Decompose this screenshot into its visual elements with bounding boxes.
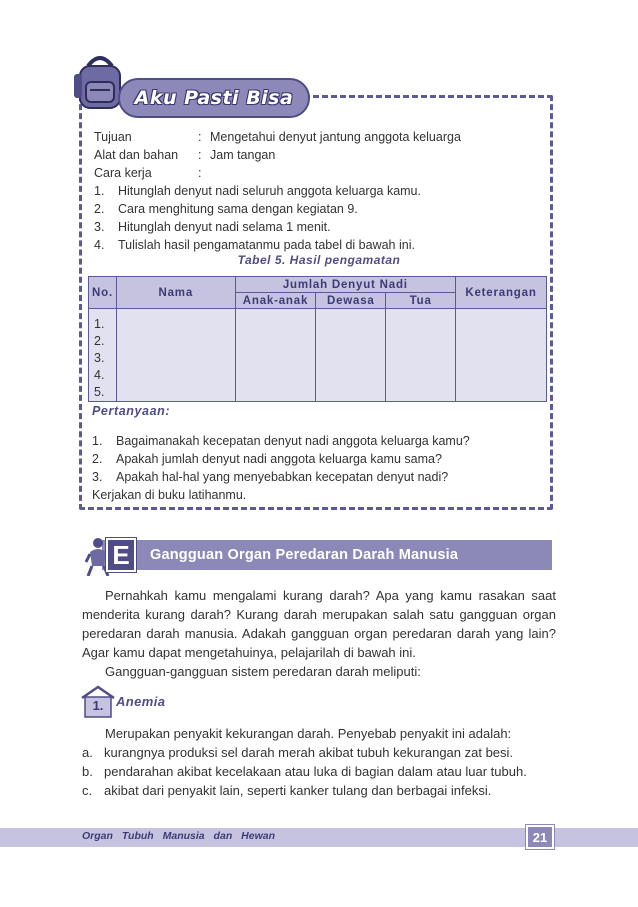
header-anak: Anak-anak (235, 293, 316, 309)
row-number: 3. (94, 351, 105, 365)
step-text: Hitunglah denyut nadi selama 1 menit. (118, 220, 331, 234)
info-colon: : (198, 130, 202, 144)
closing-line (92, 486, 470, 504)
step-text: Tulislah hasil pengamatanmu pada tabel di bawah ini. (118, 238, 415, 252)
subsection-number: 1. (92, 698, 104, 713)
tua-cell (386, 309, 456, 402)
header-jumlah: Jumlah Denyut Nadi (235, 277, 455, 293)
cause-text: akibat dari penyakit lain, seperti kanker tulang dan berbagai infeksi. (104, 783, 492, 798)
questions-title: Pertanyaan: (92, 404, 171, 418)
anemia-intro: Merupakan penyakit kekurangan darah. Penyebab penyakit ini adalah: (105, 726, 512, 741)
subsection-title: Anemia (116, 694, 166, 709)
info-row-alat (94, 146, 461, 164)
activity-title: Aku Pasti Bisa (134, 87, 294, 109)
cause-item (82, 743, 556, 762)
section-header-bar (102, 540, 552, 570)
question-number: 2. (92, 452, 103, 466)
info-colon: : (198, 148, 202, 162)
question-number: 3. (92, 470, 103, 484)
row-number: 1. (94, 317, 105, 331)
info-value: Jam tangan (210, 148, 276, 162)
step-item (94, 200, 421, 218)
anak-cell (235, 309, 316, 402)
question-text: Apakah hal-hal yang menyebabkan kecepatan denyut nadi? (116, 470, 449, 484)
step-number: 2. (94, 202, 105, 216)
row-number: 2. (94, 334, 105, 348)
procedure-steps (94, 182, 421, 254)
info-label: Tujuan (94, 130, 132, 144)
keterangan-cell (456, 309, 547, 402)
table-caption: Tabel 5. Hasil pengamatan (237, 253, 401, 267)
question-item (92, 468, 470, 486)
question-item (92, 450, 470, 468)
activity-info (94, 128, 461, 182)
info-colon: : (198, 166, 202, 180)
cause-letter: c. (82, 783, 93, 798)
header-nama: Nama (116, 277, 235, 309)
row-numbers-cell (89, 309, 117, 402)
cause-text: kurangnya produksi sel darah merah akibat tubuh kekurangan zat besi. (104, 745, 514, 760)
question-text: Bagaimanakah kecepatan denyut nadi anggota keluarga kamu? (116, 434, 470, 448)
anemia-content (82, 724, 556, 800)
header-tua: Tua (386, 293, 456, 309)
header-dewasa: Dewasa (316, 293, 386, 309)
footer-book-title: Organ Tubuh Manusia dan Hewan (82, 830, 275, 842)
step-text: Cara menghitung sama dengan kegiatan 9. (118, 202, 358, 216)
row-number: 5. (94, 385, 105, 399)
page-number: 21 (526, 825, 554, 849)
intro-paragraph-2: Gangguan-gangguan sistem peredaran darah meliputi: (105, 664, 421, 679)
step-item (94, 236, 421, 254)
cause-letter: b. (82, 764, 93, 779)
step-item (94, 182, 421, 200)
observation-table (88, 276, 547, 402)
dewasa-cell (316, 309, 386, 402)
step-number: 1. (94, 184, 105, 198)
section-letter-badge: E (106, 538, 136, 572)
activity-title-banner (118, 78, 310, 118)
cause-text: pendarahan akibat kecelakaan atau luka di bagian dalam atau luar tubuh. (104, 764, 527, 779)
section-title: Gangguan Organ Peredaran Darah Manusia (150, 547, 459, 563)
header-no: No. (89, 277, 117, 309)
row-number: 4. (94, 368, 105, 382)
header-keterangan: Keterangan (456, 277, 547, 309)
step-text: Hitunglah denyut nadi seluruh anggota keluarga kamu. (118, 184, 421, 198)
question-text: Apakah jumlah denyut nadi anggota keluarga kamu sama? (116, 452, 442, 466)
intro-paragraph: Pernahkah kamu mengalami kurang darah? Apa yang kamu rasakan saat menderita kurang darah? Kurang darah merupakan salah satu gangguan organ peredaran darah manusia. Adakah gangguan organ peredaran darah yang lain? Agar kamu dapat mengetahuinya, pelajarilah di bawah ini. (82, 588, 556, 660)
nama-cell (116, 309, 235, 402)
step-item (94, 218, 421, 236)
questions-list (92, 432, 470, 504)
info-label: Cara kerja (94, 166, 152, 180)
step-number: 4. (94, 238, 105, 252)
row-numbers (89, 309, 116, 401)
cause-letter: a. (82, 745, 93, 760)
cause-item (82, 781, 556, 800)
info-value: Mengetahui denyut jantung anggota keluarga (210, 130, 461, 144)
section-intro (82, 586, 556, 681)
info-row-cara (94, 164, 461, 182)
question-item (92, 432, 470, 450)
question-number: 1. (92, 434, 103, 448)
closing-text: Kerjakan di buku latihanmu. (92, 488, 247, 502)
cause-item (82, 762, 556, 781)
info-row-tujuan (94, 128, 461, 146)
step-number: 3. (94, 220, 105, 234)
info-label: Alat dan bahan (94, 148, 179, 162)
